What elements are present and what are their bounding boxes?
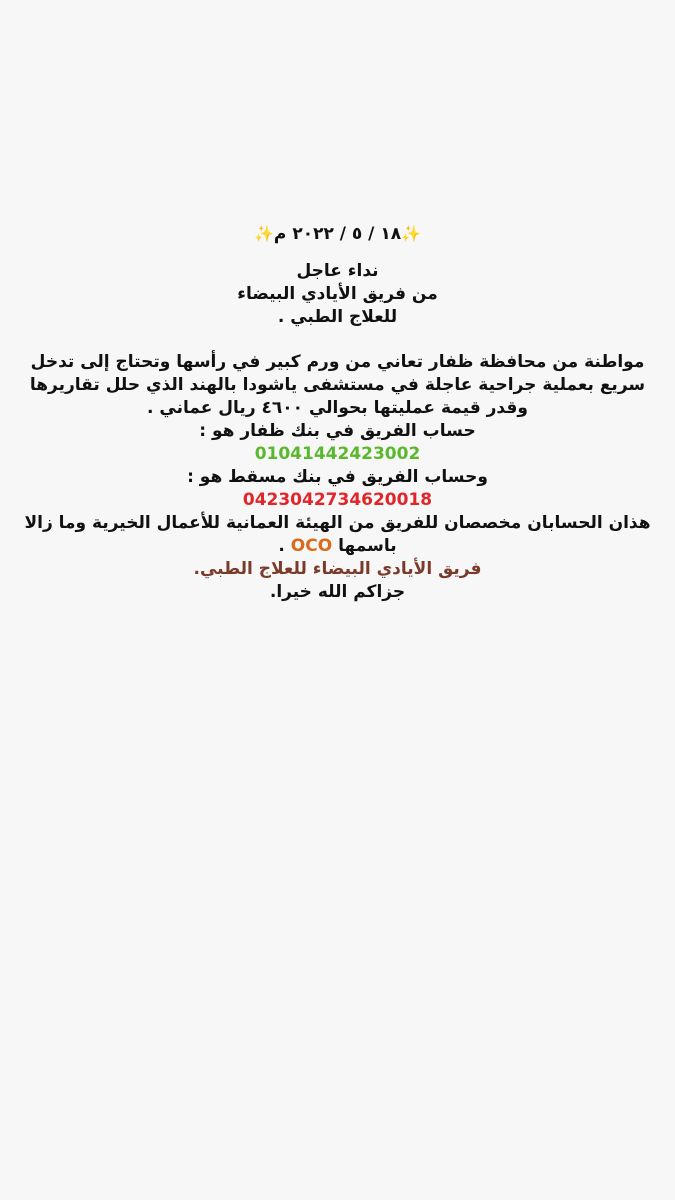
heading-line-1: نداء عاجل — [296, 261, 379, 281]
appeal-body — [0, 351, 675, 604]
accounts-note-prefix: باسمها — [338, 536, 397, 556]
sparkle-icon: ✨ — [401, 224, 421, 243]
sparkle-icon: ✨ — [254, 224, 274, 243]
oco-org-name: OCO — [290, 536, 333, 556]
heading-line-3: للعلاج الطبي . — [277, 307, 398, 327]
body-line-1: مواطنة من محافظة ظفار تعاني من ورم كبير في رأسها وتحتاج إلى تدخل — [30, 352, 645, 372]
muscat-account-number: 0423042734620018 — [242, 490, 433, 510]
accounts-note-line-2 — [6, 535, 669, 558]
body-line-2: سريع بعملية جراحية عاجلة في مستشفى ياشودا بالهند الذي حلل تقاريرها — [29, 375, 646, 395]
post-date: ١٨ / ٥ / ٢٠٢٢ م — [273, 224, 402, 244]
urgent-appeal-post — [0, 222, 675, 604]
appeal-heading — [0, 260, 675, 329]
heading-line-2: من فريق الأيادي البيضاء — [237, 284, 438, 304]
accounts-note-suffix: . — [278, 536, 285, 556]
dhofar-bank-label: حساب الفريق في بنك ظفار هو : — [199, 421, 476, 441]
date-line — [0, 222, 675, 246]
team-signature: فريق الأيادي البيضاء للعلاج الطبي. — [193, 559, 482, 579]
thanks-line: جزاكم الله خيرا. — [269, 582, 406, 602]
body-line-3: وقدر قيمة عمليتها بحوالي ٤٦٠٠ ريال عماني . — [147, 398, 528, 418]
accounts-note-line-1: هذان الحسابان مخصصان للفريق من الهيئة العمانية للأعمال الخيرية وما زالا — [24, 513, 651, 533]
dhofar-account-number: 01041442423002 — [254, 444, 421, 464]
muscat-bank-label: وحساب الفريق في بنك مسقط هو : — [187, 467, 488, 487]
